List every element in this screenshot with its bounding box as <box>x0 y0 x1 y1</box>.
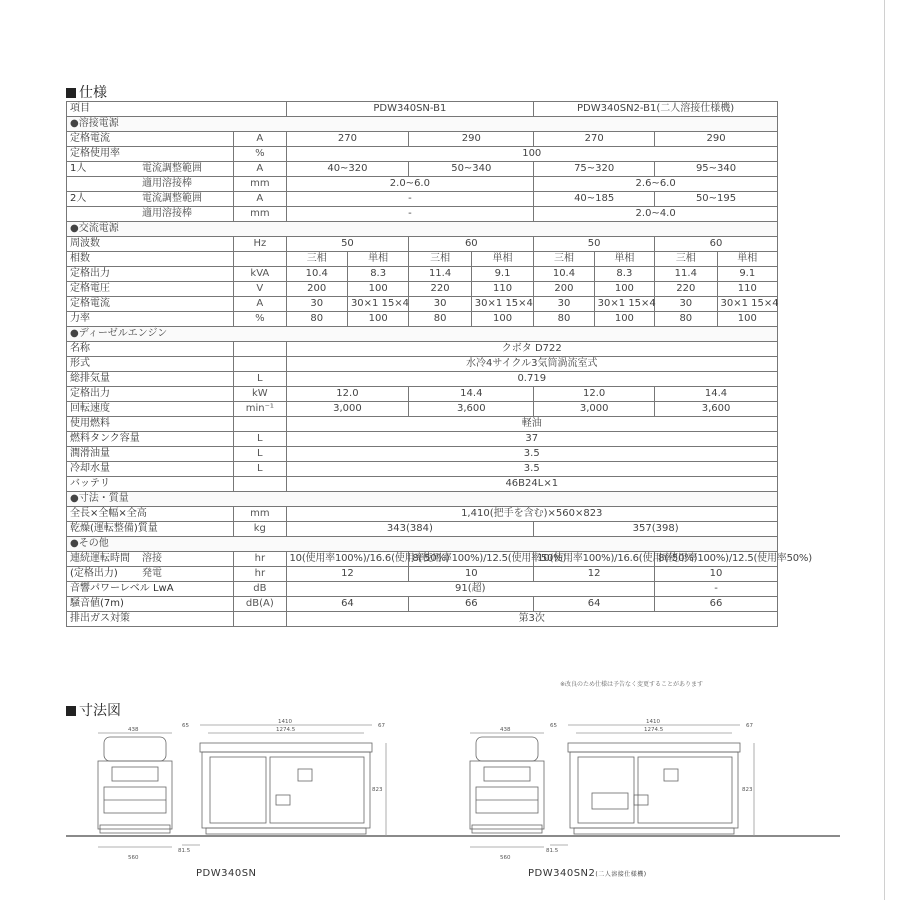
table-row <box>67 132 778 147</box>
row-unit: hr <box>234 552 286 567</box>
row-unit: mm <box>234 177 286 192</box>
cell: 270 <box>534 132 655 147</box>
spec-title <box>66 82 107 102</box>
dim-height-left: 823 <box>372 787 383 793</box>
cell: 64 <box>286 597 409 612</box>
row-unit: mm <box>234 207 286 222</box>
cell: 110 <box>471 282 533 297</box>
table-row <box>67 162 778 177</box>
table-row <box>67 282 778 297</box>
cell: 60 <box>655 237 778 252</box>
dim-width-left: 560 <box>128 855 139 861</box>
cell: 50 <box>534 237 655 252</box>
row-unit: V <box>234 282 286 297</box>
row-unit: A <box>234 132 286 147</box>
cell: 2.0~4.0 <box>534 207 778 222</box>
cell: 50~340 <box>409 162 534 177</box>
row-label: 総排気量 <box>67 372 234 387</box>
row-unit: A <box>234 297 286 312</box>
drawing-title-text: 寸法図 <box>79 703 121 719</box>
cell: 30 <box>409 297 471 312</box>
row-group-label: 2人 <box>67 192 140 207</box>
table-row <box>67 147 778 162</box>
section-ac: ●交流電源 <box>67 222 778 237</box>
cell: 357(398) <box>534 522 778 537</box>
cell: 0.719 <box>286 372 777 387</box>
table-row <box>67 222 778 237</box>
cell: 水冷4サイクル3気筒渦流室式 <box>286 357 777 372</box>
cell: 三相 <box>409 252 471 267</box>
right-caption <box>528 868 647 879</box>
cell: 343(384) <box>286 522 534 537</box>
cell: 200 <box>534 282 594 297</box>
spec-title-text: 仕様 <box>79 85 107 101</box>
cell: 37 <box>286 432 777 447</box>
row-unit: % <box>234 312 286 327</box>
cell: 第3次 <box>286 612 777 627</box>
row-label: 音響パワーレベル LwA <box>67 582 234 597</box>
left-side-view <box>182 725 386 845</box>
cell: 8.3 <box>594 267 654 282</box>
row-unit: dB(A) <box>234 597 286 612</box>
cell: 100 <box>471 312 533 327</box>
dim-left-offset-left: 65 <box>182 723 189 729</box>
cell: 220 <box>409 282 471 297</box>
cell: 10(使用率100%)/16.6(使用率50%) <box>534 552 655 567</box>
row-label: 適用溶接棒 <box>139 177 234 192</box>
cell: 220 <box>655 282 717 297</box>
row-unit <box>234 357 286 372</box>
right-front-view <box>470 733 544 847</box>
table-row <box>67 297 778 312</box>
cell: 12 <box>534 567 655 582</box>
left-front-view <box>98 733 172 847</box>
row-unit: mm <box>234 507 286 522</box>
cell: 30×1 15×4 <box>347 297 408 312</box>
row-unit: A <box>234 192 286 207</box>
cell: - <box>286 192 534 207</box>
dim-width-right: 560 <box>500 855 511 861</box>
right-side-view <box>550 725 754 845</box>
cell: 11.4 <box>655 267 717 282</box>
table-row <box>67 612 778 627</box>
table-row <box>67 522 778 537</box>
cell: 三相 <box>286 252 347 267</box>
row-label: 相数 <box>67 252 234 267</box>
row-unit: L <box>234 462 286 477</box>
cell: 12.0 <box>286 387 409 402</box>
cell: 9.1 <box>471 267 533 282</box>
cell: 80 <box>655 312 717 327</box>
cell: 91(超) <box>286 582 655 597</box>
cell: 30 <box>655 297 717 312</box>
dim-right-offset-right: 67 <box>746 723 753 729</box>
table-row <box>67 327 778 342</box>
cell: 12 <box>286 567 409 582</box>
row-label: 定格使用率 <box>67 147 234 162</box>
dim-length-right: 1410 <box>646 719 660 725</box>
cell: 単相 <box>347 252 408 267</box>
row-unit: kW <box>234 387 286 402</box>
cell: 3,600 <box>409 402 534 417</box>
cell: 三相 <box>534 252 594 267</box>
cell: 30×1 15×4 <box>717 297 777 312</box>
cell: 単相 <box>717 252 777 267</box>
cell: 100 <box>286 147 777 162</box>
table-row <box>67 117 778 132</box>
dim-left-offset-right: 65 <box>550 723 557 729</box>
dim-small-left: 81.5 <box>178 848 191 854</box>
row-label: 溶接 <box>139 552 234 567</box>
cell: 10 <box>655 567 778 582</box>
table-row <box>67 102 778 117</box>
row-unit: Hz <box>234 237 286 252</box>
dim-depth-right: 438 <box>500 727 511 733</box>
row-unit <box>234 342 286 357</box>
table-row <box>67 552 778 567</box>
cell: 10.4 <box>286 267 347 282</box>
cell: 10 <box>409 567 534 582</box>
cell: 30 <box>534 297 594 312</box>
cell: 3,000 <box>286 402 409 417</box>
row-unit: kVA <box>234 267 286 282</box>
table-row <box>67 267 778 282</box>
cell: 8(使用率100%)/12.5(使用率50%) <box>409 552 534 567</box>
table-row <box>67 537 778 552</box>
row-unit: A <box>234 162 286 177</box>
table-row <box>67 597 778 612</box>
table-row <box>67 477 778 492</box>
table-row <box>67 567 778 582</box>
row-label: 定格出力 <box>67 387 234 402</box>
cell: 75~320 <box>534 162 655 177</box>
cell: 80 <box>534 312 594 327</box>
row-label: 排出ガス対策 <box>67 612 234 627</box>
cell: 80 <box>409 312 471 327</box>
cell: - <box>286 207 534 222</box>
row-label: 冷却水量 <box>67 462 234 477</box>
cell: 270 <box>286 132 409 147</box>
page-edge <box>884 0 885 900</box>
cell: 14.4 <box>409 387 534 402</box>
row-label: 燃料タンク容量 <box>67 432 234 447</box>
cell: 単相 <box>471 252 533 267</box>
row-group-blank <box>67 177 140 192</box>
cell: 30 <box>286 297 347 312</box>
row-group-label: 連続運転時間 <box>67 552 140 567</box>
row-unit: kg <box>234 522 286 537</box>
row-label: 定格電流 <box>67 132 234 147</box>
cell: 3.5 <box>286 447 777 462</box>
row-unit: hr <box>234 567 286 582</box>
cell: 30×1 15×4 <box>471 297 533 312</box>
row-label: 名称 <box>67 342 234 357</box>
section-other: ●その他 <box>67 537 778 552</box>
cell: 290 <box>409 132 534 147</box>
table-row <box>67 447 778 462</box>
dim-small-right: 81.5 <box>546 848 559 854</box>
row-unit <box>234 417 286 432</box>
footnote: ※改良のため仕様は予告なく変更することがあります <box>560 681 704 688</box>
row-label: 騒音値(7m) <box>67 597 234 612</box>
table-row <box>67 192 778 207</box>
spec-table <box>66 101 812 627</box>
cell: 単相 <box>594 252 654 267</box>
table-row <box>67 462 778 477</box>
row-label: 回転速度 <box>67 402 234 417</box>
cell: 軽油 <box>286 417 777 432</box>
cell: 50~195 <box>655 192 778 207</box>
cell: 95~340 <box>655 162 778 177</box>
row-label: バッテリ <box>67 477 234 492</box>
table-row <box>67 357 778 372</box>
row-group-blank <box>67 207 140 222</box>
row-unit <box>234 252 286 267</box>
cell: 30×1 15×4 <box>594 297 654 312</box>
table-row <box>67 207 778 222</box>
cell: 60 <box>409 237 534 252</box>
row-label: 形式 <box>67 357 234 372</box>
cell: 3,000 <box>534 402 655 417</box>
cell: 8(使用率100%)/12.5(使用率50%) <box>655 552 778 567</box>
dim-inner-right: 1274.5 <box>644 727 664 733</box>
cell: 200 <box>286 282 347 297</box>
row-unit: L <box>234 432 286 447</box>
cell: 14.4 <box>655 387 778 402</box>
table-row <box>67 417 778 432</box>
cell: 9.1 <box>717 267 777 282</box>
cell: 100 <box>347 312 408 327</box>
row-unit <box>234 477 286 492</box>
row-label: 乾燥(運転整備)質量 <box>67 522 234 537</box>
right-caption-model: PDW340SN2 <box>528 868 596 879</box>
row-label: 全長×全幅×全高 <box>67 507 234 522</box>
cell: 8.3 <box>347 267 408 282</box>
cell: 110 <box>717 282 777 297</box>
cell: 100 <box>717 312 777 327</box>
table-row <box>67 342 778 357</box>
row-unit: % <box>234 147 286 162</box>
section-engine: ●ディーゼルエンジン <box>67 327 778 342</box>
dim-length-left: 1410 <box>278 719 292 725</box>
cell: 1,410(把手を含む)×560×823 <box>286 507 777 522</box>
row-unit: L <box>234 447 286 462</box>
cell: 50 <box>286 237 409 252</box>
dim-right-offset-left: 67 <box>378 723 385 729</box>
cell: 40~185 <box>534 192 655 207</box>
row-label: 定格出力 <box>67 267 234 282</box>
row-label: 適用溶接棒 <box>139 207 234 222</box>
cell: 3,600 <box>655 402 778 417</box>
cell: 10(使用率100%)/16.6(使用率50%) <box>286 552 409 567</box>
cell: 2.0~6.0 <box>286 177 534 192</box>
cell: 64 <box>534 597 655 612</box>
table-row <box>67 387 778 402</box>
cell: 2.6~6.0 <box>534 177 778 192</box>
cell: 46B24L×1 <box>286 477 777 492</box>
cell: 12.0 <box>534 387 655 402</box>
cell: 三相 <box>655 252 717 267</box>
row-unit: dB <box>234 582 286 597</box>
dim-depth-left: 438 <box>128 727 139 733</box>
section-welding: ●溶接電源 <box>67 117 778 132</box>
dim-inner-left: 1274.5 <box>276 727 296 733</box>
section-dims: ●寸法・質量 <box>67 492 778 507</box>
cell: 100 <box>347 282 408 297</box>
right-caption-sub: (二人溶接仕様機) <box>595 871 647 878</box>
row-label: 電流調整範囲 <box>139 192 234 207</box>
row-label: 定格電流 <box>67 297 234 312</box>
table-row <box>67 237 778 252</box>
row-group-label: 1人 <box>67 162 140 177</box>
row-label: 使用燃料 <box>67 417 234 432</box>
header-model1: PDW340SN-B1 <box>286 102 534 117</box>
row-label: 潤滑油量 <box>67 447 234 462</box>
cell: クボタ D722 <box>286 342 777 357</box>
cell: 80 <box>286 312 347 327</box>
cell: 3.5 <box>286 462 777 477</box>
left-caption: PDW340SN <box>196 868 257 879</box>
table-row <box>67 312 778 327</box>
cell: 10.4 <box>534 267 594 282</box>
header-model2: PDW340SN2-B1(二人溶接仕様機) <box>534 102 778 117</box>
row-label: 周波数 <box>67 237 234 252</box>
cell: 290 <box>655 132 778 147</box>
cell: 100 <box>594 312 654 327</box>
row-group-label: (定格出力) <box>67 567 140 582</box>
dimension-drawing <box>0 715 884 885</box>
cell: 66 <box>409 597 534 612</box>
row-label: 定格電圧 <box>67 282 234 297</box>
cell: 66 <box>655 597 778 612</box>
table-row <box>67 492 778 507</box>
row-unit: L <box>234 372 286 387</box>
row-label: 発電 <box>139 567 234 582</box>
cell: 11.4 <box>409 267 471 282</box>
cell: - <box>655 582 778 597</box>
row-label: 力率 <box>67 312 234 327</box>
table-row <box>67 507 778 522</box>
table-row <box>67 402 778 417</box>
table-row <box>67 177 778 192</box>
table-row <box>67 372 778 387</box>
row-label: 電流調整範囲 <box>139 162 234 177</box>
dim-height-right: 823 <box>742 787 753 793</box>
table-row <box>67 432 778 447</box>
table-row <box>67 582 778 597</box>
cell: 40~320 <box>286 162 409 177</box>
header-item: 項目 <box>67 102 287 117</box>
table-row <box>67 252 778 267</box>
cell: 100 <box>594 282 654 297</box>
row-unit <box>234 612 286 627</box>
row-unit: min⁻¹ <box>234 402 286 417</box>
